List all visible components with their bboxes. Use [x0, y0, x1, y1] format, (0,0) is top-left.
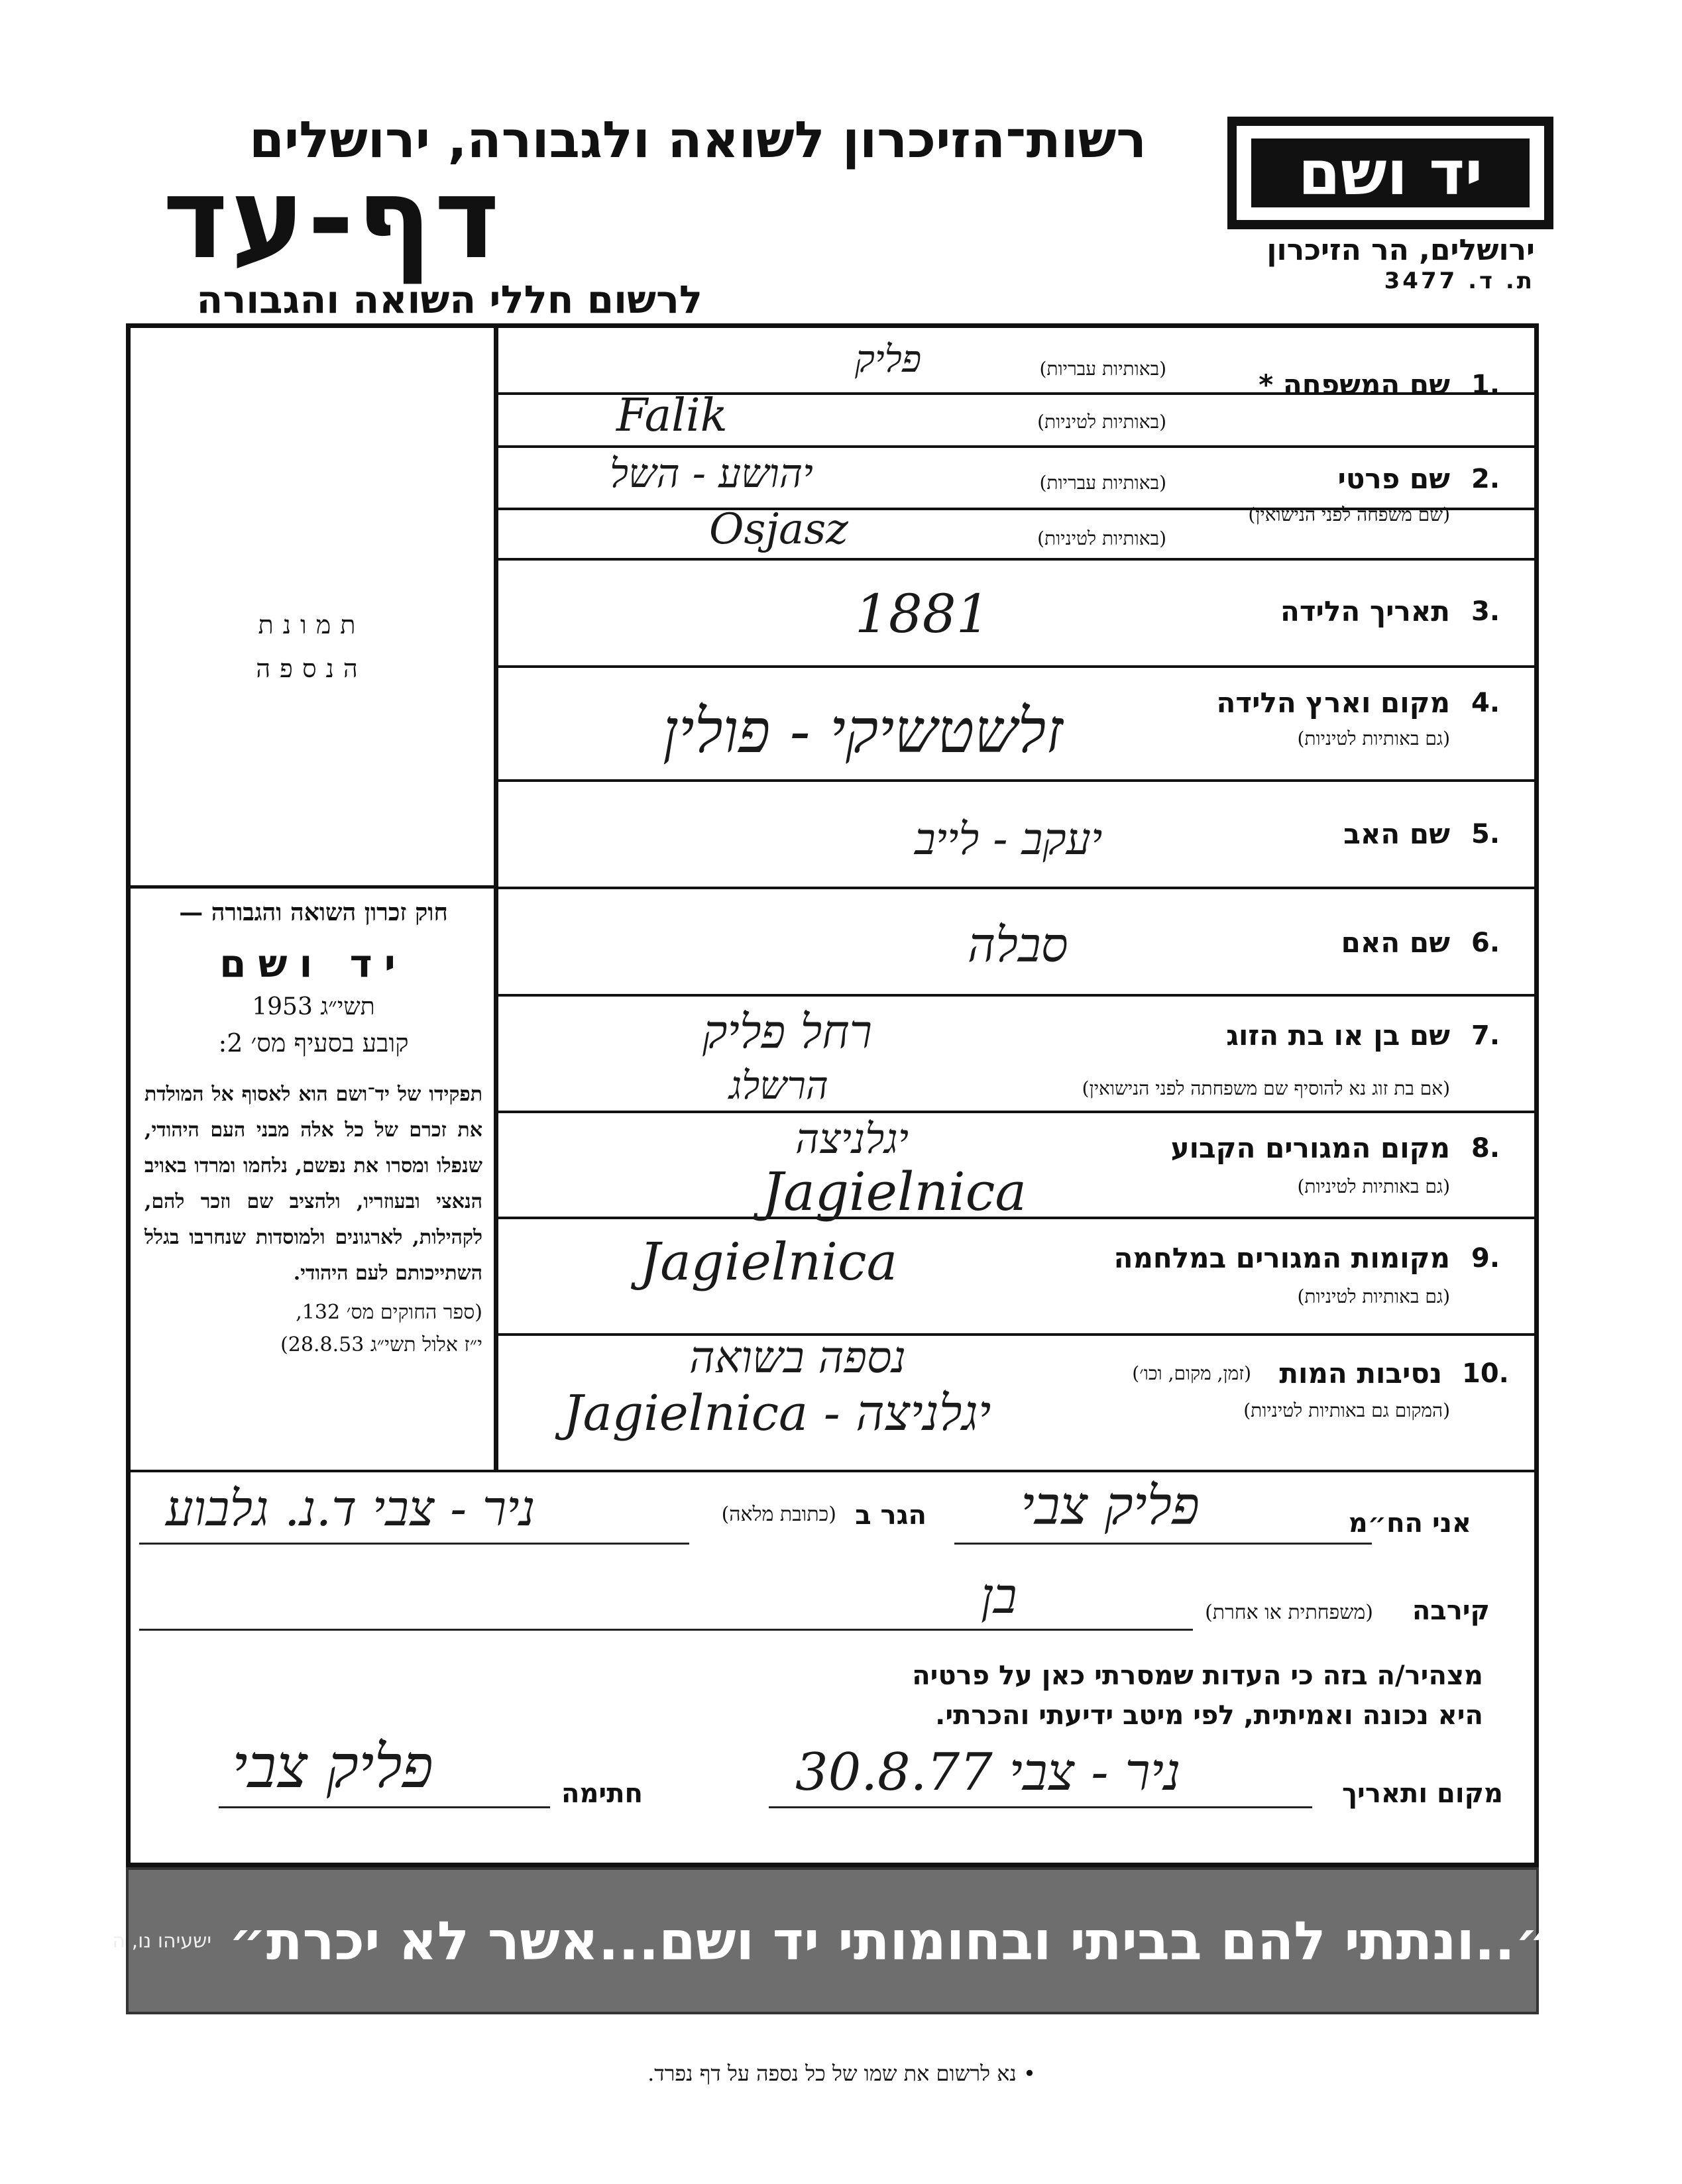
field-7-number: 7.	[1471, 1020, 1500, 1051]
place-date-value: ניר - צבי 30.8.77	[795, 1743, 1181, 1802]
field-2-value-latin: Osjasz	[709, 505, 848, 554]
organization-title: רשות־הזיכרון לשואה ולגבורה, ירושלים	[249, 110, 1147, 169]
field-7-value-line1: רחל פליק	[702, 1005, 873, 1059]
yad-vashem-logo	[1227, 117, 1553, 229]
field-1-number: 1.	[1471, 370, 1500, 400]
signature-label: חתימה	[561, 1778, 643, 1809]
law-year: תשי״ג 1953	[252, 993, 375, 1020]
field-3-number: 3.	[1471, 596, 1500, 627]
quote-banner	[112, 1867, 1553, 2014]
document-subtitle: לרשום חללי השואה והגבורה	[196, 277, 702, 322]
statement-line-2: היא נכונה ואמיתית, לפי מיטב ידיעתי והכרתי.	[935, 1700, 1483, 1731]
logo-text: יד ושם	[1251, 138, 1530, 207]
relation-label: קירבה	[1412, 1596, 1490, 1626]
field-10-value-line1: נספה בשואה	[689, 1332, 906, 1383]
field-5-value: יעקב - לייב	[915, 814, 1103, 865]
law-org: יד ושם	[219, 941, 408, 986]
banner-source: ישעיהו נו, ה	[112, 1929, 212, 1953]
field-2-hint-latin: (באותיות לטיניות)	[1037, 527, 1166, 549]
banner-quote: ״..ונתתי להם בביתי ובחומותי יד ושם...אשר לא יכרת״	[229, 1910, 1553, 1972]
statement-line-1: מצהיר/ה בזה כי העדות שמסרתי כאן על פרטיה	[912, 1661, 1483, 1691]
declarant-line	[954, 1543, 1372, 1545]
photo-label-line2: הנספה	[256, 654, 367, 683]
field-2-label: שם פרטי	[1337, 463, 1450, 495]
row-separator	[498, 887, 1539, 889]
declarant-label: אני הח״מ	[1348, 1508, 1471, 1539]
field-3-label: תאריך הלידה	[1280, 595, 1450, 628]
relation-hint: (משפחתית או אחרת)	[1205, 1601, 1373, 1624]
field-1-value-hebrew: פליק	[855, 338, 922, 381]
row-separator	[498, 994, 1539, 997]
field-8-label: מקום המגורים הקבוע	[1170, 1132, 1450, 1164]
field-7-subnote: (אם בת זוג נא להוסיף שם משפחתה לפני הנישואין)	[1082, 1077, 1450, 1099]
field-1-value-latin: Falik	[616, 390, 728, 442]
declarant-value: פליק צבי	[1021, 1475, 1200, 1537]
field-2-number: 2.	[1471, 464, 1500, 494]
left-column-divider	[126, 885, 498, 889]
row-separator	[498, 558, 1539, 561]
field-1-label: שם המשפחה *	[1259, 368, 1450, 401]
field-7-label: שם בן או בת הזוג	[1226, 1019, 1450, 1052]
field-9-value: Jagielnica	[640, 1232, 898, 1292]
po-box: ת. ד. 3477	[1384, 268, 1535, 294]
law-text: תפקידו של יד־ושם הוא לאסוף אל המולדת את זכרם של כל אלה מבני העם היהודי, שנפלו ומסרו את נפשם, נלחמו ומרדו באויב הנאצי ובעוזריו, ולהציב שם וזכר להם, לקהילות, לארגונים ולמוסדות שנחרבו בגלל השתייכותם לעם היהודי.	[144, 1083, 482, 1285]
signature-line	[219, 1806, 550, 1808]
place-date-label: מקום ותאריך	[1341, 1778, 1503, 1809]
law-reference: (ספר החוקים מס׳ 132,	[296, 1301, 482, 1324]
resides-hint: (כתובת מלאה)	[721, 1503, 836, 1526]
field-9-number: 9.	[1471, 1243, 1500, 1274]
resides-value: ניר - צבי ד.נ. גלבוע	[166, 1480, 535, 1537]
address: ירושלים, הר הזיכרון	[1266, 233, 1535, 267]
field-1-hint-hebrew: (באותיות עבריות)	[1039, 358, 1166, 380]
field-10-subnote: (המקום גם באותיות לטיניות)	[1243, 1399, 1450, 1421]
relation-line	[139, 1629, 1193, 1631]
field-5-number: 5.	[1471, 819, 1500, 849]
field-6-number: 6.	[1471, 928, 1500, 958]
field-4-label: מקום וארץ הלידה	[1216, 686, 1450, 719]
row-separator	[498, 779, 1539, 782]
row-separator	[498, 445, 1539, 448]
section-separator	[126, 1470, 1539, 1472]
field-10-label: נסיבות המות	[1279, 1357, 1442, 1390]
field-7-value-line2: הרשלג	[729, 1063, 828, 1108]
photo-placeholder	[199, 603, 424, 690]
photo-label-line1: תמונת	[258, 610, 365, 639]
field-2-hint-hebrew: (באותיות עבריות)	[1039, 472, 1166, 494]
field-4-subnote: (גם באותיות לטיניות)	[1297, 728, 1450, 749]
row-separator	[498, 665, 1539, 668]
relation-value: בן	[981, 1568, 1017, 1625]
law-reference-date: י״ז אלול תשי״ג 28.8.53)	[280, 1333, 482, 1356]
field-2-value-hebrew: יהושע - השל	[610, 451, 813, 497]
field-4-value: זלשטשיקי - פולין	[663, 696, 1063, 767]
field-8-number: 8.	[1471, 1133, 1500, 1164]
field-2-subnote: (שם משפחה לפני הנישואין)	[1248, 504, 1450, 525]
field-4-number: 4.	[1471, 688, 1500, 718]
row-separator	[498, 1333, 1539, 1336]
resides-label: הגר ב	[855, 1500, 926, 1531]
field-10-number: 10.	[1462, 1358, 1509, 1389]
field-10-hint: (זמן, מקום, וכו׳)	[1132, 1362, 1251, 1384]
signature-value: פליק צבי	[232, 1732, 433, 1802]
resides-line	[139, 1543, 689, 1545]
field-6-value: סבלה	[968, 917, 1068, 973]
field-8-value-line1: יגלניצה	[795, 1115, 909, 1163]
field-3-value: 1881	[855, 583, 990, 645]
field-6-label: שם האם	[1341, 926, 1450, 959]
law-title: חוק זכרון השואה והגבורה —	[179, 899, 448, 926]
law-section: קובע בסעיף מס׳ 2:	[218, 1028, 409, 1058]
field-9-subnote: (גם באותיות לטיניות)	[1297, 1285, 1450, 1307]
field-8-value-line2: Jagielnica	[762, 1161, 1027, 1223]
field-9-label: מקומות המגורים במלחמה	[1113, 1242, 1450, 1274]
row-separator	[498, 1111, 1539, 1113]
field-10-value-line2: Jagielnica - יגלניצה	[563, 1385, 991, 1442]
field-5-label: שם האב	[1343, 818, 1450, 850]
place-date-line	[769, 1806, 1312, 1808]
footnote: • נא לרשום את שמו של כל נספה על דף נפרד.	[647, 2061, 1036, 2086]
document-title: דף-עד	[162, 154, 502, 284]
field-8-subnote: (גם באותיות לטיניות)	[1297, 1175, 1450, 1197]
law-box	[144, 895, 482, 1356]
field-1-hint-latin: (באותיות לטיניות)	[1037, 411, 1166, 433]
